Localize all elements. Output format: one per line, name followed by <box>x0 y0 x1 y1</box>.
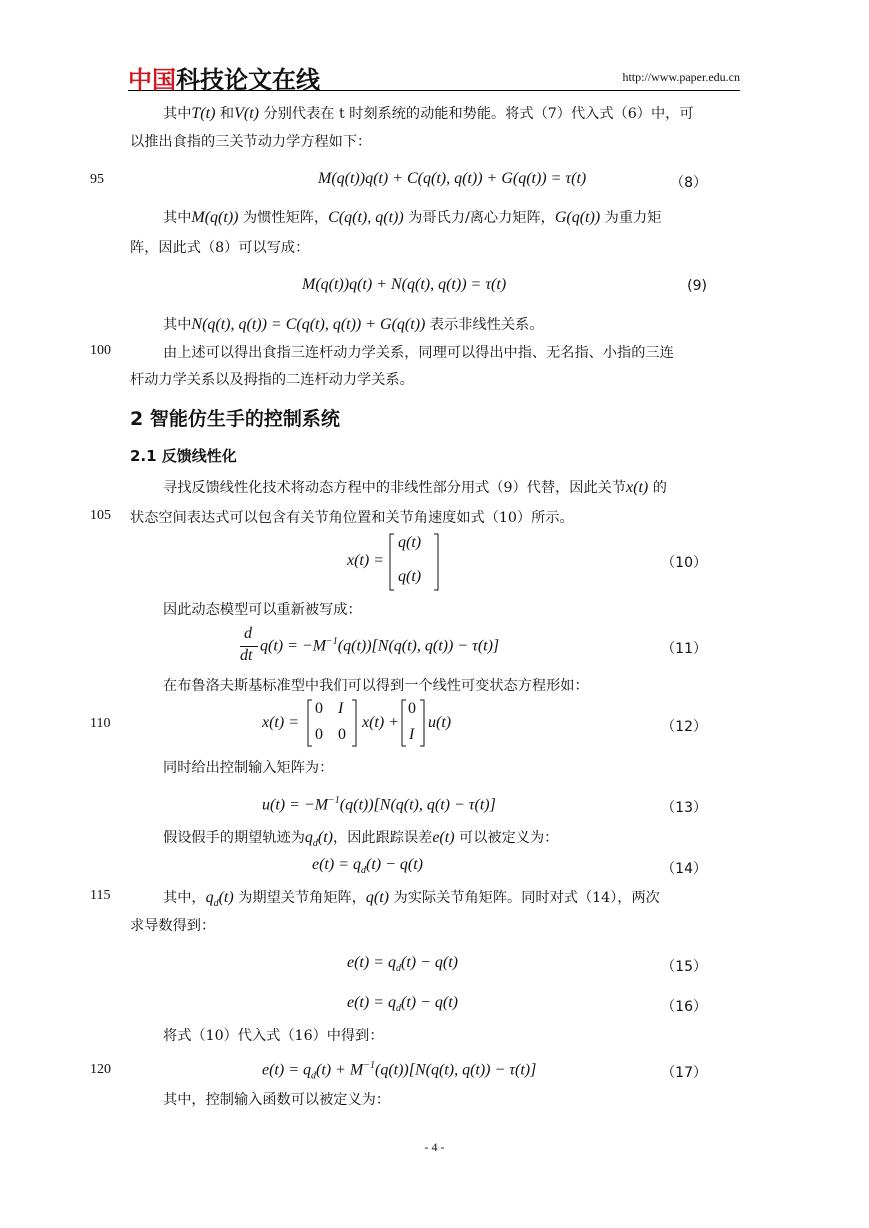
text-span: 其中 <box>163 317 192 333</box>
equation-9: M(q(t))q(t) + N(q(t), q(t)) = τ(t) <box>302 276 507 293</box>
math-q: q(t) <box>365 889 390 906</box>
para-12: 其中，控制输入函数可以被定义为： <box>163 1092 391 1108</box>
text-span: 可以被定义为： <box>459 830 559 846</box>
eq-part: q <box>304 829 313 846</box>
para-10-line-1 <box>163 888 740 914</box>
para-11: 将式（10）代入式（16）中得到： <box>163 1028 384 1044</box>
eq-part: (q(t))[N(q(t), q(t) − τ(t)] <box>339 796 496 814</box>
text-span: 为实际关节角矩阵。同时对式（14），两次 <box>393 890 660 906</box>
equation-number: （8） <box>670 175 707 191</box>
math-C: C(q(t), q(t)) <box>328 209 404 226</box>
line-number: 105 <box>90 508 111 523</box>
subsection-heading: 2.1 反馈线性化 <box>130 447 237 465</box>
equation-number: （14） <box>661 861 707 877</box>
para-2-line-1 <box>163 208 740 228</box>
logo-black-text: 科技论文在线 <box>176 66 320 94</box>
equation-number: （10） <box>661 555 707 571</box>
eq-part: u(t) = −M <box>262 796 329 814</box>
eq-sub: d <box>213 898 219 910</box>
equation-number: （12） <box>661 719 707 735</box>
text-span: 假设假手的期望轨迹为 <box>163 830 305 846</box>
math-e: e(t) <box>432 829 455 846</box>
equation-14 <box>312 856 423 876</box>
equation-11-d: d <box>244 625 252 642</box>
matrix-bracket <box>306 698 358 748</box>
para-8: 同时给出控制输入矩阵为： <box>163 760 334 776</box>
equation-11 <box>260 636 499 655</box>
math-G: G(q(t)) <box>554 209 601 226</box>
text-span: 为哥氏力/离心力矩阵， <box>408 210 555 226</box>
equation-number: （15） <box>661 959 707 975</box>
math-V: V(t) <box>234 105 259 122</box>
equation-12-lhs: x(t) = <box>262 714 299 731</box>
vector-b1: 0 <box>408 700 416 717</box>
equation-15 <box>347 954 458 974</box>
eq-sub: d <box>396 963 401 975</box>
eq-part: (t) − q(t) <box>401 994 458 1011</box>
eq-sub: d <box>312 838 318 850</box>
text-span: 为期望关节角矩阵， <box>238 890 366 906</box>
eq-sup: −1 <box>363 1060 375 1071</box>
text-span: 为惯性矩阵， <box>243 210 329 226</box>
eq-sup: −1 <box>326 636 338 647</box>
line-number: 115 <box>90 888 111 903</box>
para-3 <box>163 315 740 335</box>
eq-part: e(t) = q <box>262 1061 311 1079</box>
text-span: 的 <box>652 480 667 496</box>
eq-part: e(t) = q <box>312 856 361 873</box>
equation-11-dt: dt <box>240 647 253 664</box>
equation-12-mid: x(t) + <box>362 714 399 731</box>
equation-number: （11） <box>661 641 707 657</box>
para-1-line-1 <box>163 104 740 124</box>
eq-part: (q(t))[N(q(t), q(t)) − τ(t)] <box>374 1061 537 1079</box>
eq-part: (t) − q(t) <box>366 856 423 873</box>
para-4-line-2: 杆动力学关系以及拇指的二连杆动力学关系。 <box>130 372 414 388</box>
header-url[interactable]: http://www.paper.edu.cn <box>622 70 740 84</box>
equation-8: M(q(t))q(t) + C(q(t), q(t)) + G(q(t)) = τ(t) <box>318 170 587 187</box>
section-heading: 2 智能仿生手的控制系统 <box>130 408 340 430</box>
vector-b2: I <box>409 726 415 743</box>
text-span: ，因此跟踪误差 <box>333 830 433 846</box>
matrix-a12: I <box>338 700 344 717</box>
eq-sub: d <box>361 865 366 877</box>
para-5-line-2: 状态空间表达式可以包含有关节角位置和关节角速度如式（10）所示。 <box>130 510 574 526</box>
math-qd <box>304 829 333 850</box>
equation-12-tail: u(t) <box>428 714 452 731</box>
text-span: 分别代表在 t 时刻系统的动能和势能。将式（7）代入式（6）中，可 <box>263 106 694 122</box>
line-number: 110 <box>90 716 111 731</box>
eq-part: q(t) = −M <box>260 637 327 655</box>
para-10-line-2: 求导数得到： <box>130 918 216 934</box>
math-N: N(q(t), q(t)) = C(q(t), q(t)) + G(q(t)) <box>191 316 426 333</box>
eq-part: (t) <box>218 889 234 906</box>
line-number: 100 <box>90 343 111 358</box>
para-1-line-2: 以推出食指的三关节动力学方程如下： <box>130 134 372 150</box>
text-span: 寻找反馈线性化技术将动态方程中的非线性部分用式（9）代替，因此关节 <box>163 480 627 496</box>
logo-red-text: 中国 <box>128 66 176 94</box>
eq-part: (q(t))[N(q(t), q(t)) − τ(t)] <box>337 637 500 655</box>
eq-part: e(t) = q <box>347 954 396 971</box>
text-span: 和 <box>219 106 235 122</box>
eq-part: (t) − q(t) <box>401 954 458 971</box>
equation-16 <box>347 994 458 1014</box>
eq-part: (t) <box>317 829 333 846</box>
page-number: - 4 - <box>424 1140 445 1154</box>
eq-part: q <box>205 889 214 906</box>
line-number: 120 <box>90 1062 111 1077</box>
equation-10-row-1: q(t) <box>398 534 422 551</box>
matrix-a21: 0 <box>315 726 323 743</box>
para-2-line-2: 阵，因此式（8）可以写成： <box>130 240 310 256</box>
matrix-a11: 0 <box>315 700 323 717</box>
eq-sub: d <box>311 1070 316 1082</box>
text-span: 其中， <box>163 890 206 906</box>
eq-sup: −1 <box>328 795 340 806</box>
equation-10-lhs: x(t) = <box>347 552 384 569</box>
para-7: 在布鲁洛夫斯基标准型中我们可以得到一个线性可变状态方程形如： <box>163 678 589 694</box>
math-x: x(t) <box>626 479 649 496</box>
math-T: T(t) <box>191 105 216 122</box>
equation-number: （13） <box>661 800 707 816</box>
text-span: 其中 <box>163 106 192 122</box>
para-5-line-1 <box>163 478 740 498</box>
equation-10-row-2: q(t) <box>398 568 422 585</box>
eq-sub: d <box>396 1003 401 1015</box>
math-qd <box>205 889 234 910</box>
equation-13 <box>262 795 496 814</box>
equation-number: (9) <box>687 278 707 294</box>
text-span: 表示非线性关系。 <box>429 317 544 333</box>
line-number: 95 <box>90 172 104 187</box>
equation-number: （17） <box>661 1065 707 1081</box>
text-span: 为重力矩 <box>604 210 662 226</box>
text-span: 其中 <box>163 210 192 226</box>
equation-17 <box>262 1060 536 1082</box>
page-header <box>128 58 740 94</box>
equation-number: （16） <box>661 999 707 1015</box>
matrix-a22: 0 <box>338 726 346 743</box>
journal-logo <box>128 60 320 95</box>
eq-part: (t) + M <box>316 1061 364 1079</box>
math-M: M(q(t)) <box>191 209 239 226</box>
para-6: 因此动态模型可以重新被写成： <box>163 602 362 618</box>
eq-part: e(t) = q <box>347 994 396 1011</box>
para-9 <box>163 828 740 854</box>
para-4-line-1: 由上述可以得出食指三连杆动力学关系，同理可以得出中指、无名指、小指的三连 <box>163 345 674 361</box>
